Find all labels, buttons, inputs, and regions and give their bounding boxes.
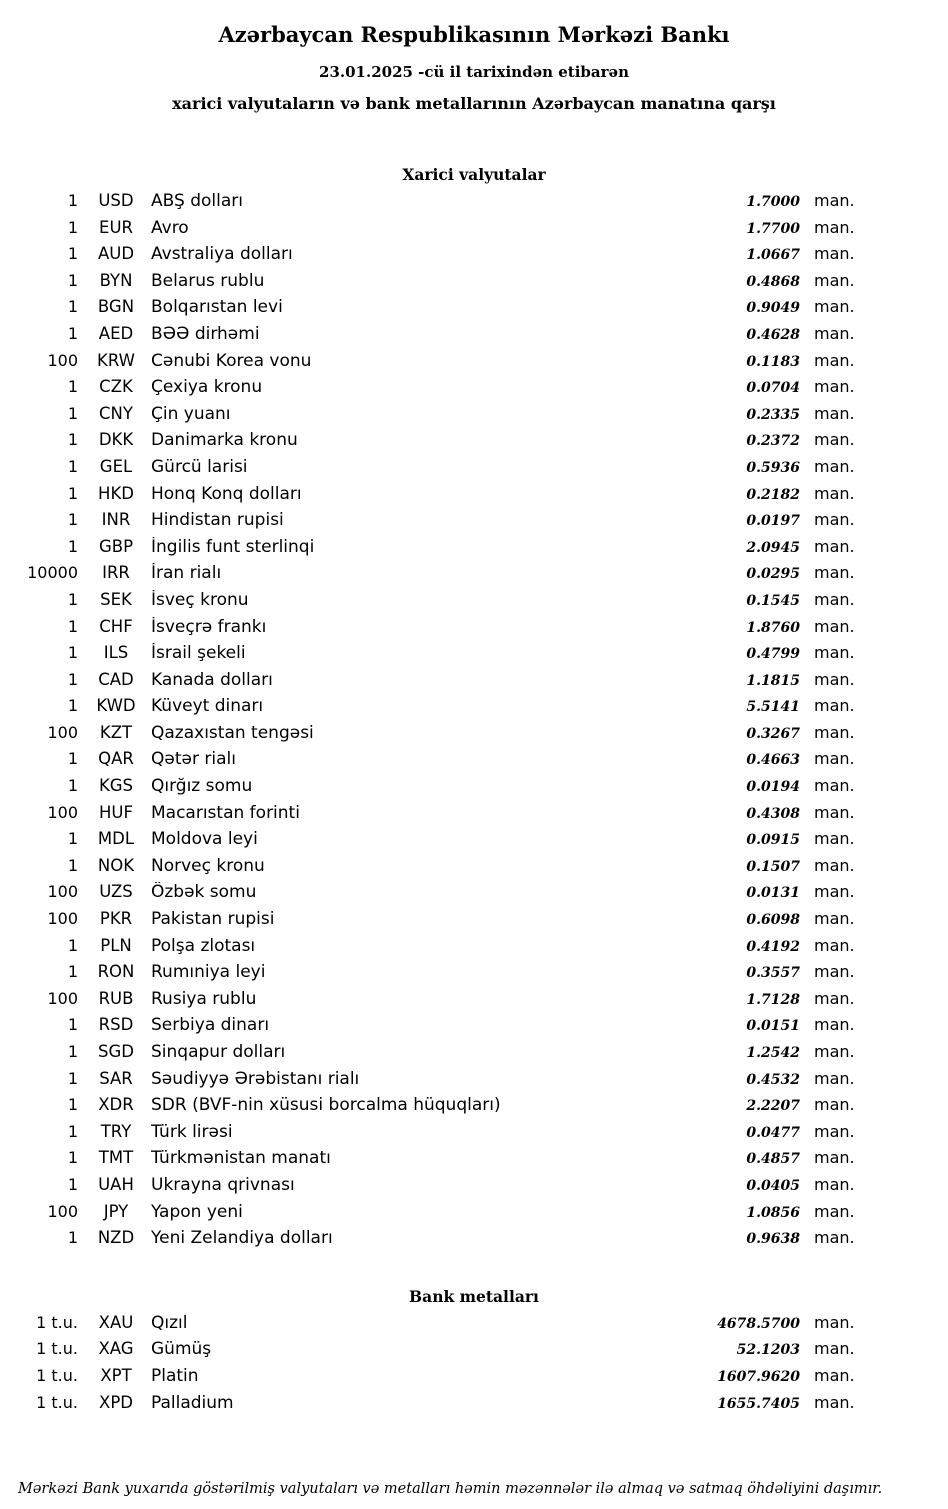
rate-row <box>0 617 948 644</box>
rate-row-currency-name: İsrail şekeli <box>151 643 246 664</box>
rate-row-unit-label: man. <box>814 244 855 264</box>
rate-row-quantity: 100 <box>47 802 78 822</box>
rate-row-currency-code: CHF <box>99 616 133 636</box>
rate-row-quantity: 100 <box>47 909 78 929</box>
rate-row-rate-value: 0.4532 <box>746 1071 800 1088</box>
rate-row-currency-code: MDL <box>97 829 135 849</box>
rate-row <box>0 324 948 351</box>
rate-row-unit-label: man. <box>814 855 855 875</box>
rate-row-unit-label: man. <box>814 749 855 769</box>
rate-row <box>0 404 948 431</box>
rate-row-rate-value: 0.9638 <box>746 1231 800 1248</box>
currencies-section-title: Xarici valyutalar <box>402 165 546 184</box>
rate-row-currency-name: Honq Konq dolları <box>151 483 302 504</box>
rate-row-quantity: 1 <box>67 297 78 317</box>
rate-row-currency-name: ABŞ dolları <box>151 191 243 211</box>
rate-row-rate-value: 0.4663 <box>746 752 800 769</box>
rate-row-quantity: 1 <box>67 323 78 343</box>
rate-row-rate-value: 0.0477 <box>746 1124 800 1141</box>
rate-row-quantity: 1 <box>67 1148 78 1168</box>
rate-row-currency-code: NOK <box>97 855 135 875</box>
rate-row-currency-name: Platin <box>151 1365 199 1386</box>
rate-row-quantity: 1 <box>67 456 78 476</box>
rate-row-quantity: 1 <box>67 749 78 769</box>
rate-row <box>0 1015 948 1042</box>
rate-row-rate-value: 0.6098 <box>746 912 800 929</box>
rate-row-rate-value: 0.3267 <box>746 725 800 742</box>
rate-row-rate-value: 1.0667 <box>746 247 800 264</box>
rate-row-quantity: 10000 <box>27 563 78 583</box>
rate-row-currency-name: Qızıl <box>151 1312 188 1333</box>
rate-row-rate-value: 1.0856 <box>746 1204 800 1221</box>
rate-row-unit-label: man. <box>814 589 855 609</box>
rate-row-currency-code: GBP <box>98 536 134 556</box>
rate-row <box>0 962 948 989</box>
rate-row-currency-name: Avro <box>151 217 189 238</box>
rate-row-quantity: 1 t.u. <box>36 1392 78 1412</box>
rate-row-quantity: 1 <box>67 377 78 397</box>
rate-row-currency-name: Avstraliya dolları <box>151 244 293 265</box>
rate-row <box>0 1202 948 1229</box>
rate-row <box>0 882 948 909</box>
rate-row-quantity: 1 <box>67 669 78 689</box>
rate-row-unit-label: man. <box>814 270 855 290</box>
rate-row-currency-name: Hindistan rupisi <box>151 510 284 531</box>
rate-row-unit-label: man. <box>814 722 855 742</box>
rate-row-unit-label: man. <box>814 297 855 317</box>
rate-row <box>0 271 948 298</box>
rate-row-currency-code: CNY <box>99 403 133 423</box>
rate-row <box>0 1393 948 1420</box>
rate-row-unit-label: man. <box>814 350 855 370</box>
rate-row-currency-code: RON <box>97 962 135 982</box>
rate-row <box>0 191 948 218</box>
rate-row-unit-label: man. <box>814 430 855 450</box>
rate-row-currency-code: SGD <box>98 1042 134 1061</box>
rate-row <box>0 909 948 936</box>
rate-row-unit-label: man. <box>814 1095 855 1115</box>
rate-row-rate-value: 0.4628 <box>746 326 800 343</box>
rate-row-currency-name: Kanada dolları <box>151 669 273 690</box>
rate-row-quantity: 1 <box>67 643 78 663</box>
rate-row <box>0 723 948 750</box>
rate-row <box>0 1228 948 1255</box>
rate-row-rate-value: 0.3557 <box>746 965 800 982</box>
rate-row-unit-label: man. <box>814 1174 855 1194</box>
rate-row-quantity: 100 <box>47 882 78 902</box>
rate-row-currency-name: Yapon yeni <box>151 1201 243 1222</box>
rate-row-currency-name: Cənubi Korea vonu <box>151 350 312 371</box>
rate-row-quantity: 1 <box>67 696 78 716</box>
rate-row <box>0 1069 948 1096</box>
rate-row-currency-name: Ukrayna qrivnası <box>151 1174 295 1195</box>
rate-row-quantity: 100 <box>47 722 78 742</box>
rate-row-rate-value: 2.0945 <box>746 539 800 556</box>
rate-row-quantity: 1 <box>67 776 78 796</box>
rate-row-rate-value: 0.2335 <box>746 406 800 423</box>
rate-row-quantity: 1 <box>67 1042 78 1061</box>
rate-row-quantity: 1 t.u. <box>36 1339 78 1359</box>
rate-row-unit-label: man. <box>814 1121 855 1141</box>
rate-row-currency-name: Gürcü larisi <box>151 456 248 477</box>
rate-row-currency-name: Pakistan rupisi <box>151 909 275 930</box>
rate-row <box>0 430 948 457</box>
rate-row-currency-code: BGN <box>97 297 135 317</box>
rate-row <box>0 218 948 245</box>
rate-row-currency-code: RSD <box>98 1015 134 1035</box>
rate-row-currency-name: İngilis funt sterlinqi <box>151 536 315 557</box>
rate-row-quantity: 100 <box>47 988 78 1008</box>
rate-row-rate-value: 1.2542 <box>746 1045 800 1061</box>
rate-row-unit-label: man. <box>814 1201 855 1221</box>
rate-row-rate-value: 1.7700 <box>746 220 800 237</box>
rate-row-currency-code: XAU <box>98 1312 134 1332</box>
rate-row-rate-value: 52.1203 <box>736 1342 800 1359</box>
rate-row-rate-value: 0.0704 <box>746 380 800 397</box>
rate-row-quantity: 1 <box>67 217 78 237</box>
rate-row <box>0 297 948 324</box>
rate-row-quantity: 1 <box>67 191 78 210</box>
rate-row-currency-name: Macarıstan forinti <box>151 802 300 823</box>
rate-row-quantity: 1 <box>67 483 78 503</box>
rate-row-currency-name: Yeni Zelandiya dolları <box>151 1228 333 1249</box>
rate-row-currency-code: HUF <box>99 802 133 822</box>
rate-row-quantity: 1 <box>67 1095 78 1115</box>
rate-row-currency-code: SEK <box>100 589 132 609</box>
rate-row-currency-name: Danimarka kronu <box>151 430 298 451</box>
rate-row-quantity: 1 t.u. <box>36 1365 78 1385</box>
rate-row-currency-code: XDR <box>98 1095 134 1115</box>
rate-row-unit-label: man. <box>814 616 855 636</box>
rate-row-rate-value: 0.4857 <box>746 1151 800 1168</box>
rate-row-rate-value: 1.7128 <box>746 991 800 1008</box>
rate-row-unit-label: man. <box>814 669 855 689</box>
rate-row <box>0 244 948 271</box>
rate-row-currency-name: Qırğız somu <box>151 776 253 797</box>
rate-row-currency-code: CAD <box>98 669 134 689</box>
rate-row <box>0 537 948 564</box>
rate-row-currency-name: Palladium <box>151 1392 234 1413</box>
rate-row-quantity: 1 <box>67 403 78 423</box>
rate-row-quantity: 100 <box>47 350 78 370</box>
rate-row-currency-code: PLN <box>100 935 132 955</box>
effective-date: 23.01.2025 -cü il tarixindən etibarən <box>319 63 629 81</box>
rate-row-currency-name: Polşa zlotası <box>151 935 256 956</box>
rate-row-rate-value: 0.0194 <box>746 779 800 796</box>
rate-row-currency-code: KGS <box>98 776 134 796</box>
rate-row <box>0 590 948 617</box>
rate-row-quantity: 1 <box>67 962 78 982</box>
rate-row-currency-code: KZT <box>99 722 133 742</box>
rate-row-rate-value: 0.1545 <box>746 592 800 609</box>
rate-row-currency-name: Rusiya rublu <box>151 988 257 1009</box>
rate-row-currency-name: Çexiya kronu <box>151 377 263 398</box>
rate-row <box>0 643 948 670</box>
rate-row-unit-label: man. <box>814 217 855 237</box>
rate-row-unit-label: man. <box>814 802 855 822</box>
rate-row-rate-value: 0.4192 <box>746 938 800 955</box>
rate-row <box>0 1175 948 1202</box>
rate-row-rate-value: 0.0131 <box>746 885 800 902</box>
rate-row-rate-value: 0.4799 <box>746 646 800 663</box>
rate-row-quantity: 1 <box>67 935 78 955</box>
rate-row-quantity: 1 <box>67 1068 78 1088</box>
rate-row-currency-code: GEL <box>99 456 133 476</box>
page-subtitle: xarici valyutaların və bank metallarının Azərbaycan manatına qarşı <box>172 94 776 113</box>
rate-row-currency-code: QAR <box>98 749 134 769</box>
rate-row-quantity: 1 <box>67 829 78 849</box>
rate-row <box>0 1122 948 1149</box>
rate-row-unit-label: man. <box>814 1068 855 1088</box>
rate-row-quantity: 1 <box>67 536 78 556</box>
rate-row <box>0 377 948 404</box>
rate-row-unit-label: man. <box>814 696 855 716</box>
rate-row-currency-name: SDR (BVF-nin xüsusi borcalma hüquqları) <box>151 1095 501 1116</box>
rate-row-unit-label: man. <box>814 1392 855 1412</box>
rate-row-currency-name: Qətər rialı <box>151 749 236 770</box>
rate-row-quantity: 1 <box>67 510 78 530</box>
rate-row-rate-value: 1607.9620 <box>717 1368 800 1385</box>
rate-row-unit-label: man. <box>814 456 855 476</box>
rate-row <box>0 484 948 511</box>
rate-row-unit-label: man. <box>814 403 855 423</box>
rate-row-currency-code: EUR <box>99 217 133 237</box>
rate-row-currency-code: NZD <box>97 1228 135 1248</box>
rate-row-currency-code: AED <box>98 323 134 343</box>
rate-row-rate-value: 0.0197 <box>746 513 800 530</box>
rate-row-currency-code: USD <box>98 191 134 210</box>
rate-row-rate-value: 0.1183 <box>746 353 800 370</box>
rate-row <box>0 856 948 883</box>
rate-row-quantity: 1 t.u. <box>36 1312 78 1332</box>
rate-row-quantity: 1 <box>67 616 78 636</box>
rate-row-unit-label: man. <box>814 563 855 583</box>
rate-row-currency-code: RUB <box>98 988 134 1008</box>
rate-row-unit-label: man. <box>814 377 855 397</box>
rate-row-currency-name: Türk lirəsi <box>151 1121 233 1142</box>
rate-row <box>0 696 948 723</box>
rate-row-rate-value: 1.1815 <box>746 672 800 689</box>
rate-row-currency-code: UAH <box>98 1174 134 1194</box>
rate-row-rate-value: 0.0915 <box>746 832 800 849</box>
rate-row <box>0 803 948 830</box>
rate-row-unit-label: man. <box>814 1228 855 1248</box>
rate-row-currency-code: BYN <box>99 270 133 290</box>
rate-row-rate-value: 0.5936 <box>746 459 800 476</box>
rate-row-rate-value: 2.2207 <box>746 1098 800 1115</box>
rate-row <box>0 776 948 803</box>
rate-row-currency-code: INR <box>101 510 131 530</box>
rate-row-currency-code: KWD <box>96 696 136 716</box>
rate-row-quantity: 1 <box>67 1174 78 1194</box>
currencies-table <box>0 191 948 1255</box>
rate-row <box>0 510 948 537</box>
rate-row-unit-label: man. <box>814 1042 855 1061</box>
rate-row-unit-label: man. <box>814 776 855 796</box>
rate-row-currency-name: Rumıniya leyi <box>151 962 266 983</box>
rate-row-unit-label: man. <box>814 829 855 849</box>
rate-row-quantity: 1 <box>67 855 78 875</box>
rate-row-rate-value: 0.1507 <box>746 858 800 875</box>
metals-section-title: Bank metalları <box>409 1286 539 1306</box>
rate-row <box>0 829 948 856</box>
rate-row-rate-value: 0.0405 <box>746 1177 800 1194</box>
rate-row-rate-value: 0.0151 <box>746 1018 800 1035</box>
rate-row-rate-value: 5.5141 <box>746 699 800 716</box>
rate-row-unit-label: man. <box>814 643 855 663</box>
rate-row-quantity: 1 <box>67 1015 78 1035</box>
rate-row-rate-value: 1655.7405 <box>717 1395 800 1412</box>
rate-row-currency-name: Bolqarıstan levi <box>151 297 283 318</box>
rate-row-currency-name: Serbiya dinarı <box>151 1015 270 1036</box>
rate-row-currency-code: XAG <box>98 1339 134 1359</box>
rate-row-currency-name: İsveçrə frankı <box>151 616 267 637</box>
rate-row-unit-label: man. <box>814 962 855 982</box>
rate-row-rate-value: 1.7000 <box>746 194 800 210</box>
rate-row-unit-label: man. <box>814 909 855 929</box>
rate-row-unit-label: man. <box>814 323 855 343</box>
rate-row-currency-code: DKK <box>98 430 134 450</box>
rate-row-currency-name: İsveç kronu <box>151 589 249 610</box>
rate-row-currency-code: HKD <box>98 483 134 503</box>
rate-row-currency-name: Qazaxıstan tengəsi <box>151 722 314 743</box>
rate-row <box>0 1366 948 1393</box>
rate-row-rate-value: 1.8760 <box>746 619 800 636</box>
rate-row-currency-code: TRY <box>100 1121 132 1141</box>
rate-row-currency-code: UZS <box>99 882 133 902</box>
rate-row-currency-code: JPY <box>103 1201 129 1221</box>
rate-row-rate-value: 0.2372 <box>746 433 800 450</box>
rate-row-quantity: 1 <box>67 1121 78 1141</box>
rate-row-currency-code: XPD <box>99 1392 133 1412</box>
rate-row-currency-name: Səudiyyə Ərəbistanı rialı <box>151 1068 360 1089</box>
rate-row-quantity: 1 <box>67 430 78 450</box>
rate-row-rate-value: 4678.5700 <box>717 1315 800 1332</box>
rate-row-quantity: 1 <box>67 270 78 290</box>
rate-row-rate-value: 0.2182 <box>746 486 800 503</box>
rate-row-currency-code: AUD <box>97 244 135 264</box>
rate-row-rate-value: 0.4308 <box>746 805 800 822</box>
rate-row-unit-label: man. <box>814 483 855 503</box>
rate-row <box>0 989 948 1016</box>
rate-row <box>0 936 948 963</box>
rate-row-currency-name: Küveyt dinarı <box>151 696 264 717</box>
rate-row <box>0 563 948 590</box>
rate-row-unit-label: man. <box>814 882 855 902</box>
rate-row-unit-label: man. <box>814 1365 855 1385</box>
rate-row-currency-code: ILS <box>103 643 129 663</box>
rate-row <box>0 670 948 697</box>
rate-row-currency-code: TMT <box>98 1148 134 1168</box>
rate-row-currency-code: SAR <box>99 1068 133 1088</box>
rate-row <box>0 1095 948 1122</box>
rate-row-unit-label: man. <box>814 510 855 530</box>
rate-row-currency-name: Belarus rublu <box>151 270 265 291</box>
rate-row-currency-code: PKR <box>99 909 133 929</box>
disclaimer-text: Mərkəzi Bank yuxarıda göstərilmiş valyutaları və metalları həmin məzənnələr ilə almaq və satmaq öhdəliyini daşımır. <box>18 1481 883 1497</box>
rate-row-unit-label: man. <box>814 1148 855 1168</box>
rate-row-quantity: 1 <box>67 244 78 264</box>
metals-table <box>0 1313 948 1419</box>
rate-row-rate-value: 0.4868 <box>746 273 800 290</box>
rate-row-quantity: 1 <box>67 1228 78 1248</box>
rate-row-unit-label: man. <box>814 1015 855 1035</box>
page-title: Azərbaycan Respublikasının Mərkəzi Bankı <box>218 22 730 47</box>
rate-row-currency-name: Norveç kronu <box>151 855 265 876</box>
rate-row <box>0 351 948 378</box>
rate-row <box>0 1339 948 1366</box>
rate-row-currency-code: IRR <box>102 563 130 583</box>
rate-row <box>0 457 948 484</box>
rate-row-unit-label: man. <box>814 988 855 1008</box>
rate-row-quantity: 100 <box>47 1201 78 1221</box>
rate-row-rate-value: 0.9049 <box>746 300 800 317</box>
rate-row-quantity: 1 <box>67 589 78 609</box>
rate-row-currency-code: CZK <box>99 377 133 397</box>
rate-row-rate-value: 0.0295 <box>746 566 800 583</box>
rate-row-unit-label: man. <box>814 1339 855 1359</box>
rate-row-unit-label: man. <box>814 536 855 556</box>
rate-row-unit-label: man. <box>814 935 855 955</box>
rate-row <box>0 1042 948 1069</box>
rate-row-currency-code: KRW <box>97 350 135 370</box>
rate-row-currency-name: Gümüş <box>151 1339 212 1360</box>
rate-row <box>0 749 948 776</box>
rate-row-unit-label: man. <box>814 191 855 210</box>
rate-row <box>0 1148 948 1175</box>
rate-row-currency-name: İran rialı <box>151 563 222 584</box>
rate-row-currency-code: XPT <box>100 1365 132 1385</box>
rate-row <box>0 1313 948 1340</box>
rate-row-unit-label: man. <box>814 1312 855 1332</box>
rate-row-currency-name: Moldova leyi <box>151 829 258 850</box>
rate-row-currency-name: Sinqapur dolları <box>151 1042 286 1062</box>
rate-row-currency-name: Çin yuanı <box>151 403 231 424</box>
rate-row-currency-name: Türkmənistan manatı <box>151 1148 331 1169</box>
rate-row-currency-name: BƏƏ dirhəmi <box>151 323 260 344</box>
rate-row-currency-name: Özbək somu <box>151 882 257 903</box>
